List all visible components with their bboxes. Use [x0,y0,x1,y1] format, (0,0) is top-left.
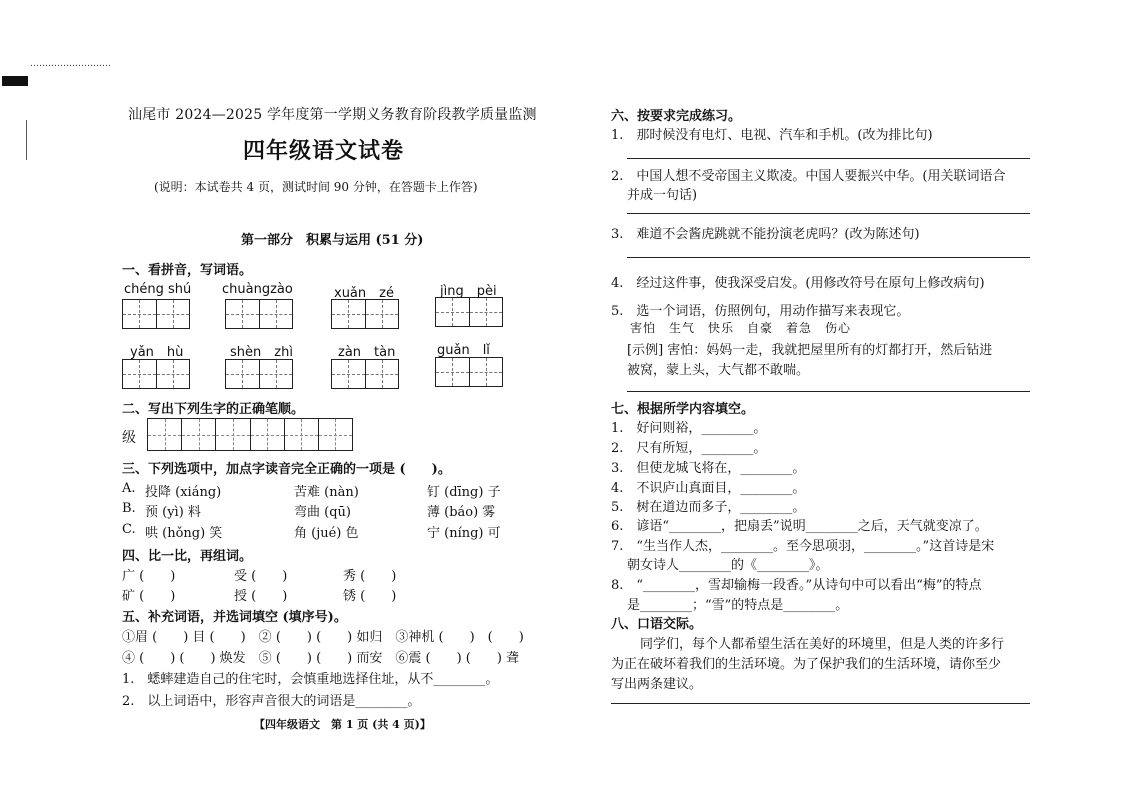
q8-heading: 八、口语交际。 [611,617,703,632]
q6-item2: 2. 中国人想不受帝国主义欺凌。中国人要振兴中华。(用关联词语合 [611,169,1006,184]
writing-grid-5[interactable] [122,359,190,389]
writing-grid-4[interactable] [435,297,503,327]
writing-grid-7[interactable] [331,359,399,389]
q1-heading: 一、看拼音，写词语。 [122,263,253,278]
q6-item5: 5. 选一个词语，仿照例句，用动作描写来表现它。 [611,304,910,319]
writing-grid-8[interactable] [435,357,503,387]
q4-r1-c: 秀 ( ) [343,569,397,584]
q7-item3: 3. 但使龙城飞将在，________。 [611,461,806,476]
q2-heading: 二、写出下列生字的正确笔顺。 [122,402,305,417]
binding-margin-text: ……………………… [30,59,111,69]
q3-b-c1: 预 (yì) 料 [145,505,201,520]
q4-r2-b: 授 ( ) [234,589,288,604]
q6-answer-line-1[interactable] [627,158,1030,159]
stroke-char: 级 [122,430,136,446]
q6-answer-line-3[interactable] [627,257,1030,258]
q4-heading: 四、比一比，再组词。 [122,549,253,564]
q5-s2: 2. 以上词语中，形容声音很大的词语是________。 [122,694,421,709]
q3-b-c2: 弯曲 (qū) [294,505,351,520]
q7-item6: 6. 谚语“________，把扇丢”说明________之后，天气就变凉了。 [611,519,988,534]
q7-item5: 5. 树在道边而多子，________。 [611,500,806,515]
q6-answer-line-5[interactable] [627,391,1030,392]
q6-item1: 1. 那时候没有电灯、电视、汽车和手机。(改为排比句) [611,128,933,143]
q6-item4: 4. 经过这件事，使我深受启发。(用修改符号在原句上修改病句) [611,276,985,291]
pinyin-7: zàn tàn [338,345,396,360]
q3-b-label: B. [122,501,136,516]
pinyin-2: chuàngzào [222,282,293,297]
q4-r2-a: 矿 ( ) [122,589,176,604]
pinyin-1: chéng shú [124,282,192,297]
writing-grid-1[interactable] [122,299,190,329]
q7-item7: 7. “生当作人杰，________。至今思项羽，________。”这首诗是宋 [611,539,995,554]
pinyin-5: yǎn hù [130,345,184,360]
q3-c-label: C. [122,522,136,537]
q8-line2: 为正在破坏着我们的生活环境。为了保护我们的生活环境，请你至少 [611,657,1002,672]
q4-r1-b: 受 ( ) [234,569,288,584]
q6-item2-cont: 并成一句话) [627,188,698,203]
q8-line3: 写出两条建议。 [611,677,703,692]
q3-b-c3: 薄 (báo) 雾 [427,505,496,520]
q8-answer-line[interactable] [611,703,1030,704]
q3-a-c2: 苦难 (nàn) [294,485,359,500]
exam-note: (说明：本试卷共 4 页，测试时间 90 分钟，在答题卡上作答) [154,180,478,194]
q6-example: [示例] 害怕：妈妈一走，我就把屋里所有的灯都打开，然后钻进 [627,343,993,358]
q6-heading: 六、按要求完成练习。 [611,109,742,124]
q3-c-c2: 角 (jué) 色 [294,526,359,541]
q7-item8: 8. “________，雪却输梅一段香。”从诗句中可以看出“梅”的特点 [611,578,982,593]
q7-heading: 七、根据所学内容填空。 [611,402,755,417]
q3-heading: 三、下列选项中，加点字读音完全正确的一项是 ( )。 [122,462,451,477]
exam-source: 汕尾市 2024—2025 学年度第一学期义务教育阶段教学质量监测 [128,107,537,123]
binding-margin-line [26,120,27,160]
q6-answer-line-2[interactable] [627,213,1030,214]
part1-title: 第一部分 积累与运用 (51 分) [241,233,424,248]
q5-line1: ①眉 ( ) 目 ( ) ② ( ) ( ) 如归 ③神机 ( ) ( ) [122,630,524,645]
q7-item8-cont: 是________；“雪”的特点是________。 [627,598,849,613]
q5-s1: 1. 蟋蟀建造自己的住宅时，会慎重地选择住址，从不________。 [122,672,499,687]
binding-mark [2,76,28,86]
pinyin-6: shèn zhì [230,345,293,360]
page-title: 四年级语文试卷 [243,138,405,164]
q5-heading: 五、补充词语，并选词填空 (填序号)。 [122,610,347,625]
q7-item7-cont: 朝女诗人________的《________》。 [627,558,829,573]
q3-a-c1: 投降 (xiáng) [145,485,222,500]
q5-line2: ④ ( ) ( ) 焕发 ⑤ ( ) ( ) 而安 ⑥震 ( ) ( ) 聋 [122,651,520,666]
pinyin-4: jìng pèi [440,284,497,299]
q8-line1: 同学们，每个人都希望生活在美好的环境里，但是人类的许多行 [640,637,1005,652]
page-footer: 【四年级语文 第 1 页 (共 4 页)】 [254,718,431,731]
q3-a-label: A. [122,481,136,496]
stroke-order-grid[interactable] [147,418,353,451]
q6-item3: 3. 难道不会酱虎跳就不能扮演老虎吗？(改为陈述句) [611,227,920,242]
q3-a-c3: 钉 (dīng) 子 [427,485,501,500]
writing-grid-2[interactable] [225,299,293,329]
writing-grid-3[interactable] [331,299,399,329]
pinyin-3: xuǎn zé [334,286,394,301]
q3-c-c1: 哄 (hǒng) 笑 [145,526,223,541]
writing-grid-6[interactable] [225,359,293,389]
q6-word-choices: 害怕 生气 快乐 自豪 着急 伤心 [630,321,852,335]
q7-item2: 2. 尺有所短，________。 [611,441,767,456]
q6-example-cont: 被窝，蒙上头，大气都不敢喘。 [627,363,810,378]
q4-r2-c: 锈 ( ) [343,589,397,604]
q7-item1: 1. 好问则裕，________。 [611,421,767,436]
q3-c-c3: 宁 (níng) 可 [427,526,501,541]
q7-item4: 4. 不识庐山真面目，________。 [611,481,806,496]
q4-r1-a: 广 ( ) [122,569,176,584]
pinyin-8: guǎn lǐ [437,343,490,358]
